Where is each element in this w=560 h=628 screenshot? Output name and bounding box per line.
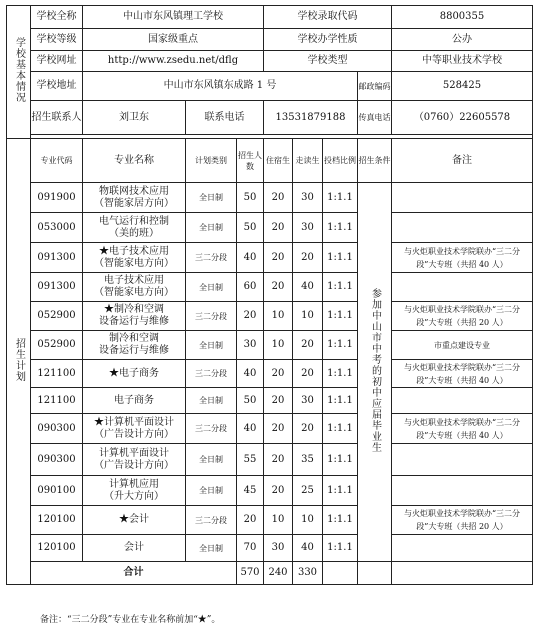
- postal-code: 528425: [392, 72, 533, 101]
- footnote: 备注：“三二分段”专业在专业名称前加“★”。: [40, 615, 221, 625]
- plan-type: 全日制: [186, 273, 237, 302]
- info-label: 招生联系人: [31, 101, 83, 135]
- school-nature: 公办: [392, 29, 533, 51]
- major-code: 121100: [31, 388, 83, 414]
- major-name: 制冷和空调 设备运行与维修: [83, 331, 186, 360]
- plan-header-row: [7, 139, 533, 183]
- school-name: 中山市东风镇理工学校: [83, 6, 264, 29]
- info-row: [7, 72, 533, 101]
- major-note: [392, 183, 533, 213]
- major-name: 计算机应用 （升大方向）: [83, 476, 186, 506]
- admission-ratio: 1:1.1: [323, 331, 358, 360]
- day-student-count: 10: [293, 506, 323, 535]
- day-student-count: 40: [293, 273, 323, 302]
- admission-ratio: 1:1.1: [323, 302, 358, 331]
- plan-type: 三二分段: [186, 243, 237, 273]
- info-label: 邮政编码: [358, 72, 392, 101]
- enrollment-table: [6, 5, 533, 585]
- boarding-count: 20: [264, 476, 293, 506]
- major-note: 与火炬职业技术学院联办“三二分段”大专班（共招 40 人）: [392, 243, 533, 273]
- plan-type: 全日制: [186, 535, 237, 562]
- boarding-count: 10: [264, 506, 293, 535]
- plan-row: [7, 476, 533, 506]
- major-note: 市重点建设专业: [392, 331, 533, 360]
- boarding-count: 20: [264, 388, 293, 414]
- total-day: 330: [293, 562, 323, 585]
- boarding-count: 20: [264, 243, 293, 273]
- enroll-count: 45: [237, 476, 264, 506]
- plan-type: 三二分段: [186, 302, 237, 331]
- info-row: [7, 101, 533, 135]
- major-name: 电气运行和控制 （美的班）: [83, 213, 186, 243]
- enroll-count: 60: [237, 273, 264, 302]
- day-student-count: 30: [293, 183, 323, 213]
- enroll-count: 30: [237, 331, 264, 360]
- major-note: 与火炬职业技术学院联办“三二分段”大专班（共招 20 人）: [392, 506, 533, 535]
- boarding-count: 30: [264, 535, 293, 562]
- major-name: ★电子技术应用 （智能家电方向）: [83, 243, 186, 273]
- day-student-count: 20: [293, 414, 323, 444]
- major-code: 091300: [31, 243, 83, 273]
- info-label: 传真电话: [358, 101, 392, 135]
- plan-type: 三二分段: [186, 360, 237, 388]
- day-student-count: 20: [293, 243, 323, 273]
- boarding-count: 20: [264, 183, 293, 213]
- admission-ratio: 1:1.1: [323, 444, 358, 476]
- plan-row: [7, 183, 533, 213]
- plan-row: [7, 302, 533, 331]
- major-code: 090100: [31, 476, 83, 506]
- enroll-count: 70: [237, 535, 264, 562]
- day-student-count: 20: [293, 360, 323, 388]
- major-code: 091900: [31, 183, 83, 213]
- major-name: ★电子商务: [83, 360, 186, 388]
- plan-row: [7, 388, 533, 414]
- header-day: 走读生: [293, 139, 323, 183]
- enrollment-document: [6, 5, 533, 585]
- major-name: 计算机平面设计 （广告设计方向）: [83, 444, 186, 476]
- major-name: ★会计: [83, 506, 186, 535]
- major-code: 091300: [31, 273, 83, 302]
- boarding-count: 20: [264, 273, 293, 302]
- admission-ratio: 1:1.1: [323, 388, 358, 414]
- plan-type: 全日制: [186, 444, 237, 476]
- school-type: 中等职业技术学校: [392, 51, 533, 72]
- major-name: 电子商务: [83, 388, 186, 414]
- major-name: 电子技术应用 （智能家电方向）: [83, 273, 186, 302]
- plan-type: 全日制: [186, 331, 237, 360]
- fax-phone: （0760）22605578: [392, 101, 533, 135]
- plan-type: 全日制: [186, 213, 237, 243]
- enroll-count: 20: [237, 506, 264, 535]
- header-enroll: 招生人数: [237, 139, 264, 183]
- plan-row: [7, 444, 533, 476]
- enroll-count: 55: [237, 444, 264, 476]
- info-label: 学校录取代码: [264, 6, 392, 29]
- major-code: 090300: [31, 414, 83, 444]
- day-student-count: 35: [293, 444, 323, 476]
- admission-ratio: 1:1.1: [323, 213, 358, 243]
- boarding-count: 20: [264, 414, 293, 444]
- admission-code: 8800355: [392, 6, 533, 29]
- plan-row: [7, 506, 533, 535]
- major-note: [392, 273, 533, 302]
- major-code: 052900: [31, 302, 83, 331]
- total-empty: [323, 562, 358, 585]
- plan-type: 三二分段: [186, 506, 237, 535]
- day-student-count: 20: [293, 331, 323, 360]
- major-note: 与火炬职业技术学院联办“三二分段”大专班（共招 40 人）: [392, 360, 533, 388]
- major-code: 090300: [31, 444, 83, 476]
- total-enroll: 570: [237, 562, 264, 585]
- info-label: 学校全称: [31, 6, 83, 29]
- major-name: ★制冷和空调 设备运行与维修: [83, 302, 186, 331]
- plan-row: [7, 213, 533, 243]
- boarding-count: 20: [264, 360, 293, 388]
- enroll-count: 20: [237, 302, 264, 331]
- info-label: 联系电话: [186, 101, 264, 135]
- total-board: 240: [264, 562, 293, 585]
- info-label: 学校网址: [31, 51, 83, 72]
- boarding-count: 20: [264, 444, 293, 476]
- major-note: 与火炬职业技术学院联办“三二分段”大专班（共招 40 人）: [392, 414, 533, 444]
- total-label: 合计: [31, 562, 237, 585]
- info-label: 学校类型: [264, 51, 392, 72]
- header-name: 专业名称: [83, 139, 186, 183]
- school-website[interactable]: http://www.zsedu.net/dflg: [83, 51, 264, 72]
- enroll-count: 50: [237, 213, 264, 243]
- major-code: 121100: [31, 360, 83, 388]
- plan-row: [7, 414, 533, 444]
- day-student-count: 30: [293, 388, 323, 414]
- header-note: 备注: [392, 139, 533, 183]
- boarding-count: 20: [264, 213, 293, 243]
- enroll-count: 40: [237, 243, 264, 273]
- plan-row: [7, 331, 533, 360]
- plan-type: 三二分段: [186, 414, 237, 444]
- info-label: 学校等级: [31, 29, 83, 51]
- day-student-count: 30: [293, 213, 323, 243]
- plan-row: [7, 360, 533, 388]
- info-row: [7, 51, 533, 72]
- day-student-count: 25: [293, 476, 323, 506]
- admission-ratio: 1:1.1: [323, 506, 358, 535]
- info-label: 学校办学性质: [264, 29, 392, 51]
- school-level: 国家级重点: [83, 29, 264, 51]
- admission-ratio: 1:1.1: [323, 243, 358, 273]
- total-row: [7, 562, 533, 585]
- major-note: [392, 444, 533, 476]
- plan-type: 全日制: [186, 183, 237, 213]
- header-condition: 招生条件: [358, 139, 392, 183]
- total-empty: [358, 562, 392, 585]
- plan-row: [7, 243, 533, 273]
- admission-ratio: 1:1.1: [323, 183, 358, 213]
- major-code: 053000: [31, 213, 83, 243]
- school-address: 中山市东风镇东成路 1 号: [83, 72, 358, 101]
- boarding-count: 10: [264, 302, 293, 331]
- admission-ratio: 1:1.1: [323, 273, 358, 302]
- enrollment-condition: 参加中山市中考的初中应届毕业生: [358, 183, 392, 562]
- major-note: [392, 476, 533, 506]
- info-row: [7, 29, 533, 51]
- major-name: 物联网技术应用 （智能家居方向）: [83, 183, 186, 213]
- admission-ratio: 1:1.1: [323, 360, 358, 388]
- info-row: [7, 6, 533, 29]
- day-student-count: 10: [293, 302, 323, 331]
- header-ratio: 投档比例: [323, 139, 358, 183]
- plan-type: 全日制: [186, 388, 237, 414]
- info-label: 学校地址: [31, 72, 83, 101]
- contact-phone: 13531879188: [264, 101, 358, 135]
- major-note: [392, 213, 533, 243]
- plan-row: [7, 535, 533, 562]
- total-empty: [392, 562, 533, 585]
- enroll-count: 40: [237, 360, 264, 388]
- enroll-count: 40: [237, 414, 264, 444]
- info-section-label: 学校基本情况: [7, 6, 31, 139]
- enroll-count: 50: [237, 183, 264, 213]
- enroll-count: 50: [237, 388, 264, 414]
- boarding-count: 10: [264, 331, 293, 360]
- major-code: 120100: [31, 506, 83, 535]
- major-name: ★计算机平面设计 （广告设计方向）: [83, 414, 186, 444]
- header-code: 专业代码: [31, 139, 83, 183]
- header-board: 住宿生: [264, 139, 293, 183]
- plan-row: [7, 273, 533, 302]
- major-name: 会计: [83, 535, 186, 562]
- plan-section-label: 招生计划: [7, 139, 31, 585]
- major-note: [392, 388, 533, 414]
- major-code: 052900: [31, 331, 83, 360]
- major-code: 120100: [31, 535, 83, 562]
- admission-ratio: 1:1.1: [323, 535, 358, 562]
- major-note: 与火炬职业技术学院联办“三二分段”大专班（共招 20 人）: [392, 302, 533, 331]
- major-note: [392, 535, 533, 562]
- admission-ratio: 1:1.1: [323, 414, 358, 444]
- contact-person: 刘卫东: [83, 101, 186, 135]
- admission-ratio: 1:1.1: [323, 476, 358, 506]
- plan-type: 全日制: [186, 476, 237, 506]
- header-type: 计划类别: [186, 139, 237, 183]
- day-student-count: 40: [293, 535, 323, 562]
